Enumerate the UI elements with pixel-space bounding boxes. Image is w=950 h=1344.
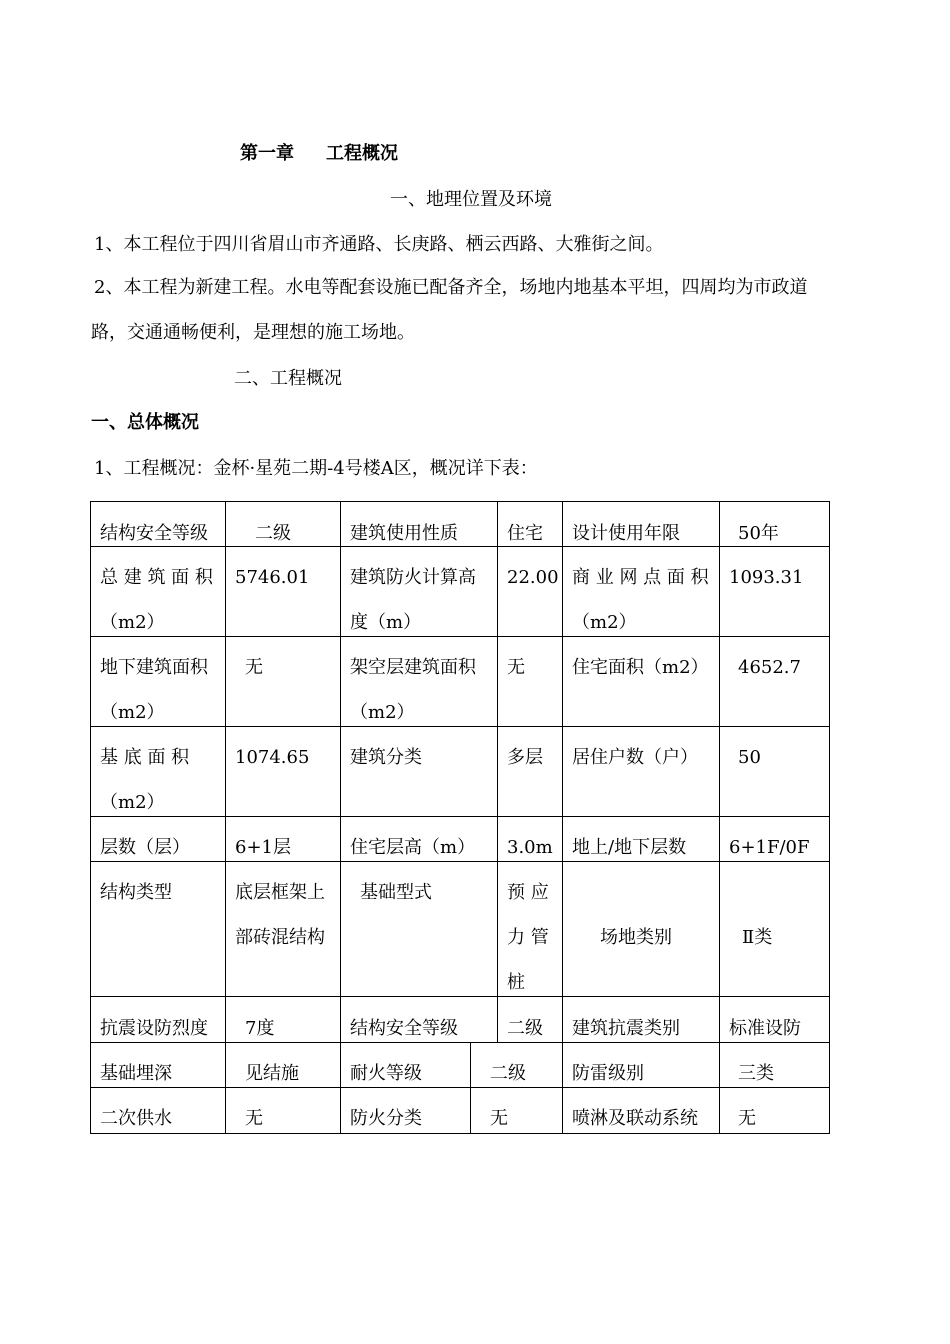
cell-label: 建筑分类	[350, 747, 422, 768]
table-rule	[340, 501, 341, 1134]
cell-value: 无	[738, 1108, 756, 1129]
cell-value: 部砖混结构	[235, 927, 325, 948]
cell-value: 住宅	[507, 523, 543, 544]
cell-value: 5746.01	[235, 567, 310, 588]
cell-value: 二级	[507, 1018, 543, 1039]
cell-value: 3.0m	[507, 837, 553, 858]
cell-label: 居住户数（户）	[572, 747, 698, 768]
cell-label: 场地类别	[600, 927, 672, 948]
table-rule	[470, 1042, 471, 1134]
table-rule	[225, 501, 226, 1134]
cell-label: 住宅面积（m2）	[572, 657, 709, 678]
cell-label: （m2）	[100, 612, 165, 633]
cell-label: 抗震设防烈度	[100, 1018, 208, 1039]
cell-value: 预 应	[507, 882, 549, 903]
cell-label: 建筑使用性质	[350, 523, 458, 544]
table-rule	[497, 501, 498, 1042]
cell-label: （m2）	[350, 702, 415, 723]
cell-label: 耐火等级	[350, 1063, 422, 1084]
table-rule	[562, 501, 563, 1134]
paragraph-site-line-1: 2、本工程为新建工程。水电等配套设施已配备齐全，场地内地基本平坦，四周均为市政道	[94, 277, 808, 298]
cell-value: 二级	[255, 523, 291, 544]
cell-label: 二次供水	[100, 1108, 172, 1129]
chapter-title: 工程概况	[326, 143, 398, 164]
cell-value: 力 管	[507, 927, 549, 948]
cell-label: （m2）	[100, 792, 165, 813]
cell-label: （m2）	[100, 702, 165, 723]
cell-value: 见结施	[245, 1063, 299, 1084]
paragraph-site-line-2: 路，交通通畅便利，是理想的施工场地。	[91, 322, 415, 343]
cell-label: （m2）	[572, 612, 637, 633]
cell-label: 建筑防火计算高	[350, 567, 476, 588]
cell-value: 桩	[507, 972, 525, 993]
cell-value: 6+1层	[235, 837, 291, 858]
cell-label: 结构安全等级	[350, 1018, 458, 1039]
cell-label: 地上/地下层数	[572, 837, 687, 858]
cell-value: 50	[738, 747, 761, 768]
cell-value: 1093.31	[729, 567, 804, 588]
cell-value: 6+1F/0F	[729, 837, 810, 858]
cell-value: 无	[507, 657, 525, 678]
cell-label: 结构类型	[100, 882, 172, 903]
cell-label: 商 业 网 点 面 积	[572, 567, 709, 588]
cell-label: 住宅层高（m）	[350, 837, 476, 858]
section-heading-overview: 二、工程概况	[234, 368, 342, 389]
cell-value: 底层框架上	[235, 882, 325, 903]
cell-label: 地下建筑面积	[100, 657, 208, 678]
paragraph-location: 1、本工程位于四川省眉山市齐通路、长庚路、栖云西路、大雅街之间。	[94, 234, 664, 255]
cell-label: 基础型式	[360, 882, 432, 903]
cell-label: 度（m）	[350, 612, 422, 633]
cell-label: 基础埋深	[100, 1063, 172, 1084]
cell-value: 无	[490, 1108, 508, 1129]
cell-label: 防雷级别	[572, 1063, 644, 1084]
chapter-label: 第一章	[240, 143, 294, 164]
cell-label: 建筑抗震类别	[572, 1018, 680, 1039]
cell-value: 三类	[738, 1063, 774, 1084]
cell-label: 喷淋及联动系统	[572, 1108, 698, 1129]
cell-value: Ⅱ类	[742, 927, 773, 948]
cell-label: 架空层建筑面积	[350, 657, 476, 678]
section-heading-location: 一、地理位置及环境	[390, 189, 552, 210]
cell-value: 无	[245, 657, 263, 678]
cell-value: 二级	[490, 1063, 526, 1084]
cell-value: 标准设防	[729, 1018, 801, 1039]
cell-value: 无	[245, 1108, 263, 1129]
table-rule	[90, 501, 91, 1134]
cell-value: 多层	[507, 747, 543, 768]
cell-label: 层数（层）	[100, 837, 190, 858]
cell-label: 结构安全等级	[100, 523, 208, 544]
cell-value: 1074.65	[235, 747, 310, 768]
cell-label: 防火分类	[350, 1108, 422, 1129]
cell-label: 基 底 面 积	[100, 747, 190, 768]
cell-label: 总 建 筑 面 积	[100, 567, 213, 588]
cell-value: 4652.7	[738, 657, 801, 678]
cell-label: 设计使用年限	[572, 523, 680, 544]
table-rule	[829, 501, 830, 1134]
table-intro: 1、工程概况：金杯·星苑二期-4号楼A区，概况详下表：	[94, 458, 538, 479]
cell-value: 50年	[738, 523, 779, 544]
table-rule	[719, 501, 720, 1134]
cell-value: 22.00	[507, 567, 559, 588]
cell-value: 7度	[245, 1018, 275, 1039]
subsection-heading-general: 一、总体概况	[91, 412, 199, 433]
